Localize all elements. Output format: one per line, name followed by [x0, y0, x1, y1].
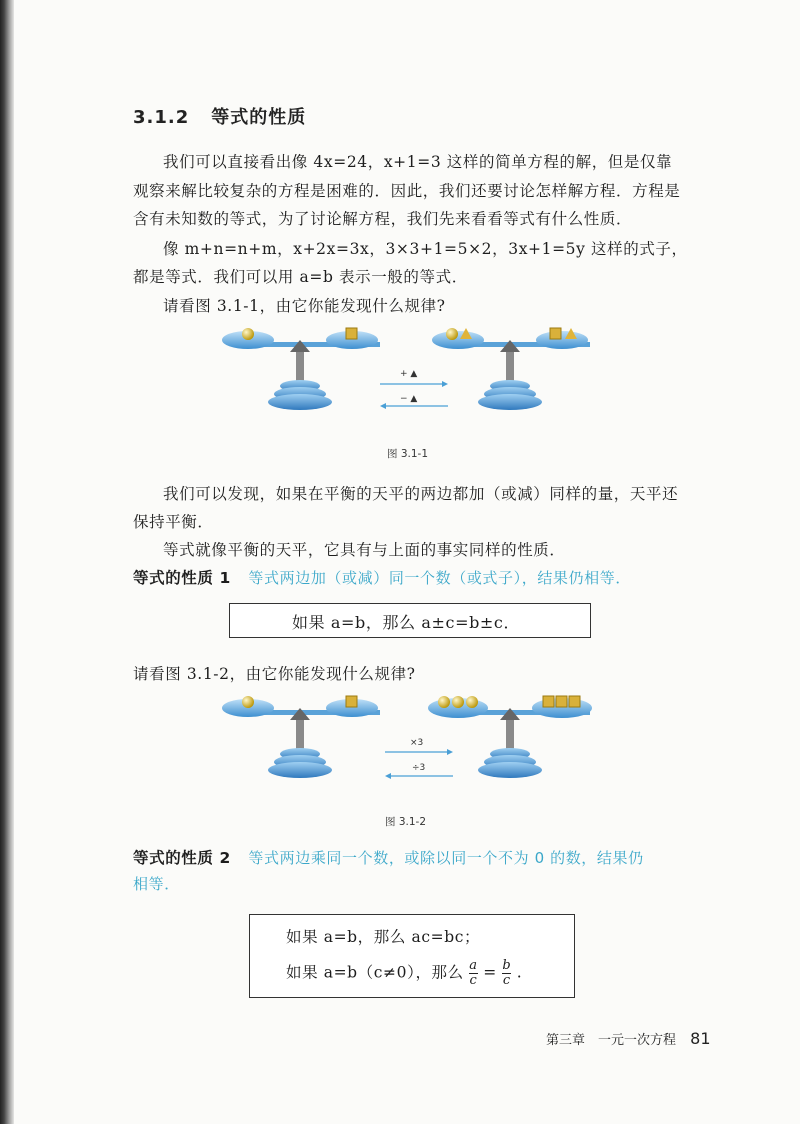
- cube-icon: [346, 696, 357, 707]
- ball-icon: [446, 328, 458, 340]
- intro-line-5: 都是等式．我们可以用 a=b 表示一般的等式．: [133, 268, 468, 286]
- frac-b-den: c: [502, 973, 511, 988]
- observe-line-3: 等式就像平衡的天平，它具有与上面的事实同样的性质．: [163, 541, 566, 559]
- ball-icon: [438, 696, 450, 708]
- balance-figure-1: [220, 322, 600, 422]
- property1-label: 等式的性质 1: [133, 569, 231, 587]
- ball-icon: [242, 696, 254, 708]
- figure2-caption: 图 3.1-2: [385, 816, 427, 828]
- property2-formula-box: [249, 914, 575, 998]
- ball-icon: [452, 696, 464, 708]
- balance-left: [222, 696, 380, 778]
- cube-icon: [569, 696, 580, 707]
- intro-line-3: 含有未知数的等式，为了讨论解方程，我们先来看看等式有什么性质．: [133, 210, 633, 228]
- frac-a-num: a: [469, 958, 478, 973]
- section-title: 等式的性质: [211, 107, 307, 128]
- intro-line-6: 请看图 3.1-1，由它你能发现什么规律?: [163, 297, 446, 315]
- cube-icon: [550, 328, 561, 339]
- figure1-op-forward: + ▲: [400, 369, 418, 379]
- property2-label: 等式的性质 2: [133, 849, 231, 867]
- property2-statement-2: 相等．: [133, 875, 180, 893]
- footer-chapter: 第三章 一元一次方程: [546, 1033, 677, 1048]
- intro-line-1: 我们可以直接看出像 4x=24，x+1=3 这样的简单方程的解，但是仅靠: [163, 153, 673, 171]
- cube-icon: [346, 328, 357, 339]
- figure2-op-back: ÷3: [412, 763, 426, 773]
- property1-formula: 如果 a=b，那么 a±c=b±c．: [292, 613, 521, 632]
- balance-right: [432, 328, 590, 410]
- figure1-caption: 图 3.1-1: [387, 448, 429, 460]
- cube-icon: [543, 696, 554, 707]
- property1: [133, 566, 631, 588]
- balance-right: [428, 696, 592, 778]
- figure2-op-forward: ×3: [410, 738, 424, 748]
- section-number: 3.1.2: [133, 107, 190, 128]
- property2: [133, 846, 644, 868]
- property2-formula-2: [286, 959, 522, 988]
- figure1-op-back: − ▲: [400, 394, 418, 404]
- ball-icon: [242, 328, 254, 340]
- book-spine-shadow: [0, 0, 14, 1124]
- property1-formula-box: [229, 603, 591, 638]
- formula2-suffix: .: [516, 963, 523, 982]
- frac-equals: =: [483, 963, 497, 982]
- property1-statement: 等式两边加（或减）同一个数（或式子），结果仍相等．: [248, 569, 631, 587]
- observe-line-1: 我们可以发现，如果在平衡的天平的两边都加（或减）同样的量，天平还: [163, 485, 679, 503]
- frac-a-den: c: [469, 973, 478, 988]
- balance-figure-2: [220, 690, 600, 790]
- fraction-b-over-c: [502, 959, 511, 988]
- balance-left: [222, 328, 380, 410]
- page-number: 81: [690, 1029, 711, 1048]
- property2-formula-1: 如果 a=b，那么 ac=bc；: [286, 928, 481, 946]
- fraction-a-over-c: [469, 959, 477, 988]
- cube-icon: [556, 696, 567, 707]
- frac-b-num: b: [502, 958, 512, 973]
- intro-line-4: 像 m+n=n+m，x+2x=3x，3×3+1=5×2，3x+1=5y 这样的式子，: [163, 240, 688, 258]
- formula2-prefix: 如果 a=b（c≠0），那么: [286, 963, 464, 982]
- ball-icon: [466, 696, 478, 708]
- page-footer: [546, 1029, 711, 1048]
- property2-statement-1: 等式两边乘同一个数，或除以同一个不为 0 的数，结果仍: [248, 849, 644, 867]
- prompt-figure-2: 请看图 3.1-2，由它你能发现什么规律?: [133, 665, 416, 683]
- observe-line-2: 保持平衡．: [133, 513, 214, 531]
- section-heading: [133, 103, 306, 129]
- intro-line-2: 观察来解比较复杂的方程是困难的．因此，我们还要讨论怎样解方程．方程是: [133, 182, 681, 200]
